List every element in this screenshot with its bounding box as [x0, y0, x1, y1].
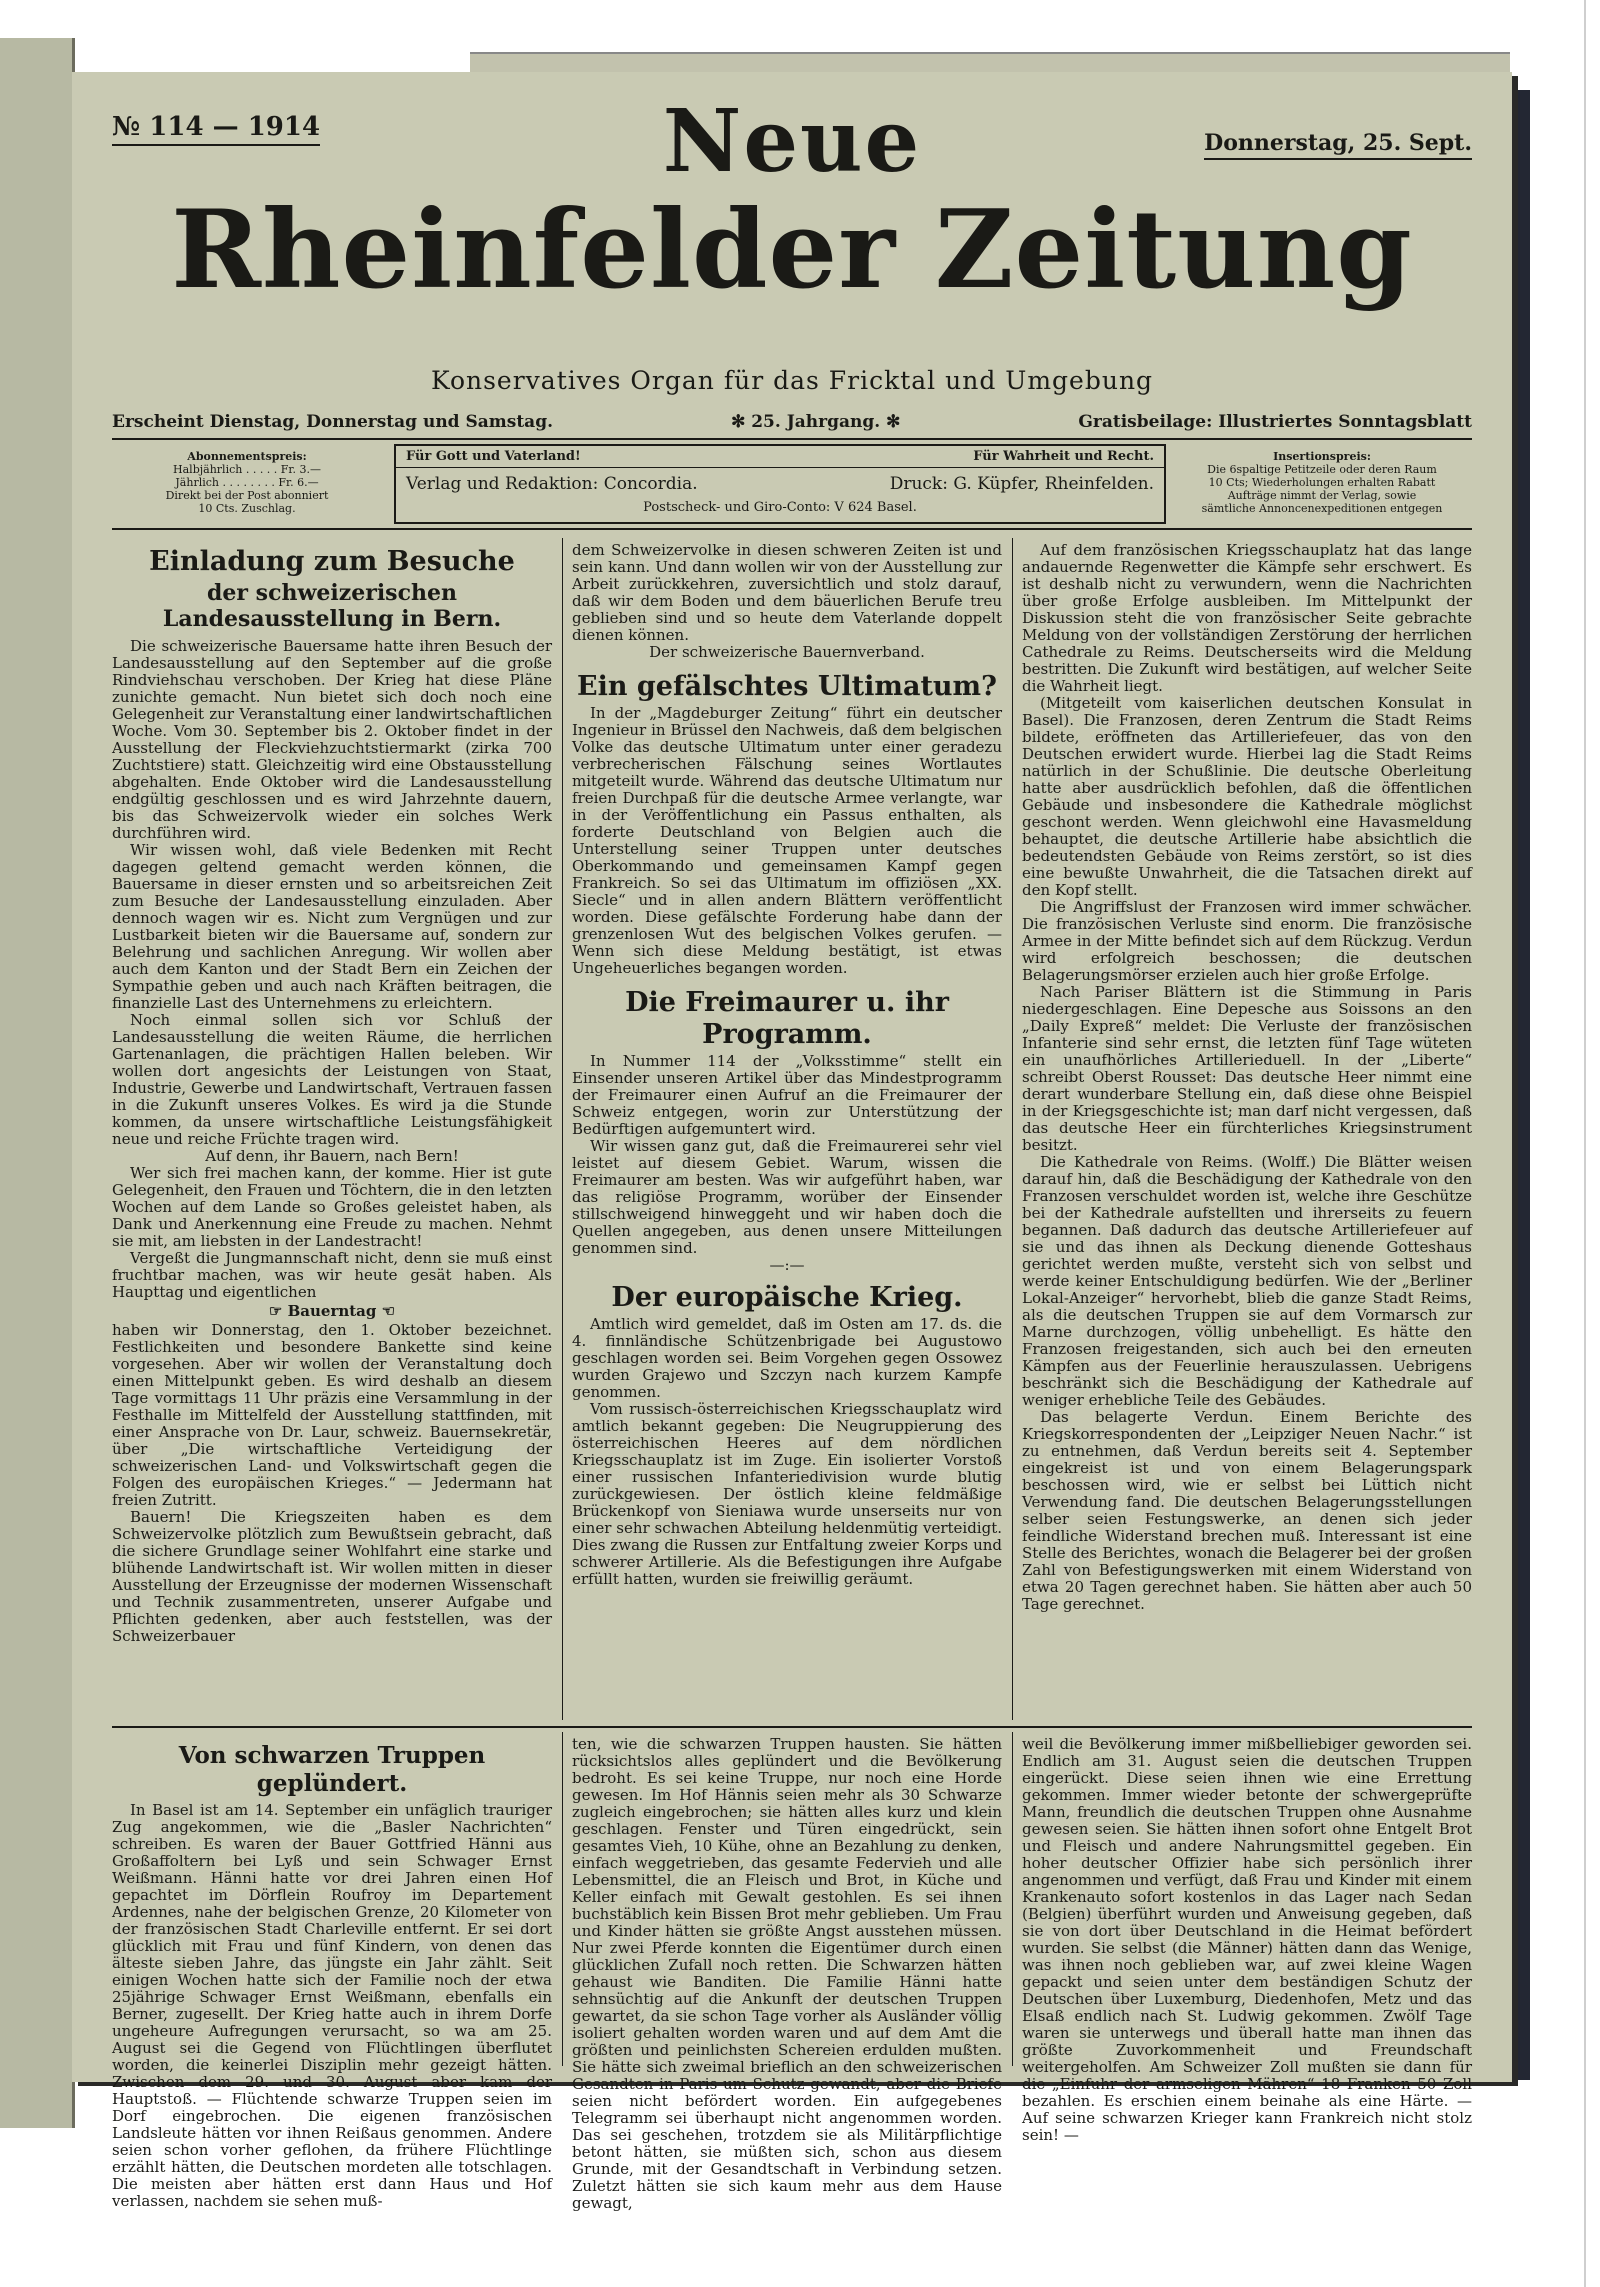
account: Postscheck- und Giro-Conto: V 624 Basel. — [643, 500, 917, 515]
column-divider — [1012, 1732, 1013, 2066]
appearance-days: Erscheint Dienstag, Donnerstag und Samstag. — [112, 412, 554, 432]
header-bottom-rule — [112, 528, 1472, 530]
masthead-rule — [112, 438, 1472, 440]
subscription-line: Jährlich . . . . . . . . Fr. 6.— — [175, 476, 319, 489]
paragraph: Die Angriffslust der Franzosen wird immer schwächer. Die französischen Verluste sind enorm. Die französische Armee in der Mitte befindet sich auf dem Rückzug. Verdun wird erfolgreich beschossen; die deutschen Belagerungsmörser erzielen auch hier große Erfolge. — [1022, 898, 1472, 984]
page-edge — [1584, 0, 1586, 2287]
article-2-headline: Ein gefälschtes Ultimatum? — [577, 671, 997, 702]
volume: ✻ 25. Jahrgang. ✻ — [731, 412, 901, 432]
ad-rates-line: Aufträge nimmt der Verlag, sowie — [1227, 489, 1417, 502]
bottom-headline: Von schwarzen Truppen geplündert. — [178, 1742, 486, 1797]
article-4-headline: Der europäische Krieg. — [611, 1282, 963, 1313]
paragraph: Noch einmal sollen sich vor Schluß der Landesausstellung die weiten Räume, die herrlichen Gartenanlagen, die prächtigen Hallen beleben. Wir wollen dort angesichts der Leistungen von Staat, Industrie, Gewerbe und Landwirtschaft, Vertrauen fassen in die Zukunft unseres Volkes. Es wird ja die Stunde kommen, da unsere wirtschaftliche Leistungsfähigkeit neue und reiche Früchte tragen wird. — [112, 1011, 552, 1148]
subscription-line: 10 Cts. Zuschlag. — [198, 502, 296, 515]
paragraph: Wir wissen ganz gut, daß die Freimaurerei sehr viel leistet auf diesem Gebiet. Warum, wissen die Freimaurer am besten. Was wir aufgeführt haben, war das religiöse Programm, worüber der Einsender stillschweigend hinweggeht und wir haben doch die Quellen angegeben, aus denen unsere Mitteilungen genommen sind. — [572, 1137, 1002, 1257]
paragraph: weil die Bevölkerung immer mißbelliebiger geworden sei. Endlich am 31. August seien die deutschen Truppen eingerückt. Diese seien ihnen wie eine Errettung gekommen. Immer wieder betonte der schwergeprüfte Mann, freundlich die deutschen Truppen ohne Ausnahme gewesen seien. Sie hätten ihnen sofort ohne Entgelt Brot und Fleisch und andere Nahrungsmittel gegeben. Ein hoher deutscher Offizier habe sich persönlich ihrer angenommen und verfügt, daß Frau und Kinder mit einem Krankenauto sofort kostenlos in das Lager nach Sedan (Belgien) überführt wurden und Anweisung gegeben, daß sie von dort über Deutschland in die Heimat befördert wurden. Sie selbst (die Männer) hätten dann das Wenige, was ihnen noch geblieben war, auf zwei kleine Wagen gepackt und seien unter dem beständigen Schutz der Deutschen über Luxemburg, Diedenhofen, Metz und das Elsaß endlich nach St. Ludwig gekommen. Zwölf Tage waren sie unterwegs und überall hatte man ihnen das größte Zuvorkommenheit und Freundschaft weitergeholfen. Am Schweizer Zoll mußten sie dann für die „Einfuhr der armseligen Mähren“ 18 Franken 50 Zoll bezahlen. Es erschien einem beinahe als eine Härte. — Auf seine schwarzen Krieger kann Frankreich nicht stolz sein! — — [1022, 1735, 1472, 2144]
column-divider — [1012, 538, 1013, 1720]
title-line-2: Rheinfelder Zeitung — [171, 187, 1413, 313]
subscription-box — [112, 450, 382, 515]
publisher: Verlag und Redaktion: Concordia. — [406, 474, 698, 494]
printer: Druck: G. Küpfer, Rheinfelden. — [889, 474, 1154, 494]
ad-rates-box — [1172, 450, 1472, 515]
paragraph: Vergeßt die Jungmannschaft nicht, denn sie muß einst fruchtbar machen, was wir heute gesät haben. Als Haupttag und eigentlichen — [112, 1249, 552, 1301]
ad-rates-line: Die 6spaltige Petitzeile oder deren Raum — [1207, 463, 1437, 476]
separator: —:— — [769, 1256, 805, 1274]
section-rule — [112, 1726, 1472, 1728]
paragraph: Wer sich frei machen kann, der komme. Hier ist gute Gelegenheit, den Frauen und Töchtern, die in den letzten Wochen auf dem Lande so Großes geleistet haben, als Dank und Anerkennung eine Freude zu machen. Nehmt sie mit, am liebsten in der Landestracht! — [112, 1164, 552, 1250]
subscription-line: Direkt bei der Post abonniert — [165, 489, 329, 502]
title-line-1: Neue — [662, 91, 922, 192]
motto-right: Für Wahrheit und Recht. — [973, 449, 1154, 464]
subscription-title: Abonnementspreis: — [187, 450, 307, 463]
newspaper-page — [72, 72, 1512, 2212]
publisher-band — [394, 444, 1166, 524]
paragraph: Vom russisch-österreichischen Kriegsschauplatz wird amtlich bekannt gegeben: Die Neugruppierung des österreichischen Heeres auf dem nördlichen Kriegsschauplatz ist im Zuge. Ein isolierter Vorstoß einer russischen Infanteriedivision wurde blutig zurückgewiesen. Der östlich kleine feldmäßige Brückenkopf von Sieniawa wurde unserseits nur von einer sehr schwachen Abteilung heldenmütig verteidigt. Dies zwang die Russen zur Entfaltung zweier Korps und schwerer Artillerie. Als die Befestigungen ihre Aufgabe erfüllt hatten, wurden sie freiwillig geräumt. — [572, 1400, 1002, 1588]
paragraph: Die Kathedrale von Reims. (Wolff.) Die Blätter weisen darauf hin, daß die Beschädigung der Kathedrale von den Franzosen verschuldet worden ist, welche ihre Geschütze bei der Kathedrale aufstellten und ihrerseits zu feuern begannen. Daß dadurch das deutsche Artilleriefeuer auf sie und das ihnen als Deckung dienende Gotteshaus gerichtet werden mußte, versteht sich von selbst und werde keiner Entschuldigung bedürfen. Wie der „Berliner Lokal-Anzeiger“ hervorhebt, blieb die ganze Stadt Reims, als die deutschen Truppen sie auf dem Vormarsch zur Marne durchzogen, völlig unbehelligt. Es hätte den Franzosen freigestanden, sich auch bei den erneuten Kämpfen aus der Feuerlinie herauszulassen. Uebrigens beschränkt sich die Beschädigung der Kathedrale auf weniger erhebliche Teile des Gebäudes. — [1022, 1153, 1472, 1409]
subtitle: Konservatives Organ für das Fricktal und Umgebung — [430, 366, 1154, 395]
bauerntag-heading: ☞ Bauerntag ☜ — [268, 1302, 396, 1320]
paragraph: In Basel ist am 14. September ein unfäglich trauriger Zug angekommen, wie die „Basler Nachrichten“ schreiben. Es waren der Bauer Gottfried Hänni aus Großaffoltern bei Lyß und sein Schwager Ernst Weißmann. Hänni hatte vor drei Jahren einen Hof gepachtet im Dörflein Roufroy im Departement Ardennes, nahe der belgischen Grenze, 20 Kilometer von der französischen Stadt Charleville entfernt. Er sei dort glücklich mit Frau und fünf Kindern, von denen das älteste sieben Jahre, das jüngste ein Jahr zählt. Seit einigen Wochen hatte sich der Familie noch der etwa 25jährige Schwager Ernst Weißmann, ebenfalls ein Berner, zugesellt. Der Krieg hatte auch in ihrem Dorfe ungeheure Aufregungen verursacht, so wa am 25. August sei die Gegend von Flüchtlingen überflutet worden, die keinerlei Disziplin mehr gezeigt hätten. Zwischen dem 29. und 30. August aber kam der Hauptstoß. — Flüchtende schwarze Truppen seien im Dorf eingebrochen. Die eigenen französischen Landsleute hätten vor ihnen Reißaus genommen. Andere seien schon vorher geflohen, da frühere Flüchtlinge erzählt hätten, die Deutschen mordeten alle totschlagen. Die meisten aber hätten erst dann Haus und Hof verlassen, nachdem sie sehen muß- — [112, 1801, 552, 2210]
paragraph: In Nummer 114 der „Volksstimme“ stellt ein Einsender unseren Artikel über das Mindestprogramm der Freimaurer einen Aufruf an die Freimaurer der Schweiz entgegen, worin zur Unterstützung der Bedürftigen aufgemuntert wird. — [572, 1052, 1002, 1138]
paragraph: Amtlich wird gemeldet, daß im Osten am 17. ds. die 4. finnländische Schützenbrigade bei Augustowo geschlagen worden sei. Beim Vorgehen gegen Ossowez wurden Grajewo und Szczyn nach kurzem Kampfe genommen. — [572, 1315, 1002, 1401]
article-3-headline: Die Freimaurer u. ihr Programm. — [625, 987, 949, 1050]
paragraph: Das belagerte Verdun. Einem Berichte des Kriegskorrespondenten der „Leipziger Neuen Nachr.“ ist zu entnehmen, daß Verdun bereits seit 4. September eingekreist ist und von einem Belagerungspark beschossen wird, wie er selbst bei Lüttich nicht Verwendung fand. Die deutschen Belagerungsstellungen selber seien Festungswerke, an denen sich jeder feindliche Widerstand brechen muß. Interessant ist eine Stelle des Berichtes, wonach die Belagerer bei der großen Zahl von Befestigungswerken mit einem Widerstand von etwa 20 Tagen gerechnet haben. Sie hätten aber auch 50 Tage gerechnet. — [1022, 1408, 1472, 1613]
ad-rates-line: sämtliche Annoncenexpeditionen entgegen — [1201, 502, 1443, 515]
column-1 — [112, 542, 552, 1720]
bottom-column-3 — [1022, 1735, 1472, 2144]
paragraph: haben wir Donnerstag, den 1. Oktober bezeichnet. Festlichkeiten und besondere Bankette sind keine vorgesehen. Aber wir wollen der Veranstaltung doch einen Mittelpunkt geben. Es wird deshalb an diesem Tage vormittags 11 Uhr präzis eine Versammlung in der Festhalle im Mittelfeld der Ausstellung stattfinden, mit einer Ansprache von Dr. Laur, schweiz. Bauernsekretär, über „Die wirtschaftliche Verteidigung der schweizerischen Land- und Volkswirtschaft gegen die Folgen des europäischen Krieges.“ — Jedermann hat freien Zutritt. — [112, 1321, 552, 1509]
column-3 — [1022, 542, 1472, 1720]
signature: Der schweizerische Bauernverband. — [649, 643, 925, 661]
paragraph: Auf dem französischen Kriegsschauplatz hat das lange andauernde Regenwetter die Kämpfe sehr erschwert. Es ist deshalb nicht zu verwundern, wenn die Nachrichten über große Erfolge ausbleiben. Im Mittelpunkt der Diskussion steht die von französischer Seite gebrachte Meldung von der vollständigen Zerstörung der herrlichen Cathedrale zu Reims. Deutscherseits wird die Meldung bestritten. Die Zukunft wird bestätigen, auf welcher Seite die Wahrheit liegt. — [1022, 541, 1472, 695]
paragraph: Bauern! Die Kriegszeiten haben es dem Schweizervolke plötzlich zum Bewußtsein gebracht, daß die sichere Grundlage seiner Wohlfahrt eine starke und blühende Landwirtschaft ist. Wir wollen mitten in dieser Ausstellung der Erzeugnisse der modernen Wissenschaft und Technik zusammentreten, unserer Aufgabe und Pflichten gedenken, aber auch feststellen, was der Schweizerbauer — [112, 1508, 552, 1645]
previous-page-edge — [0, 38, 75, 2128]
motto-left: Für Gott und Vaterland! — [406, 449, 581, 464]
paragraph: (Mitgeteilt vom kaiserlichen deutschen Konsulat in Basel). Die Franzosen, deren Zentrum die Stadt Reims bildete, eröffneten das Artilleriefeuer, das von den Deutschen erwidert wurde. Hierbei lag die Stadt Reims natürlich in der Schußlinie. Die deutsche Oberleitung hatte aber ausdrücklich befohlen, daß die öffentlichen Gebäude und insbesondere die Kathedrale möglichst geschont werden. Wenn gleichwohl eine Havasmeldung behauptet, die deutsche Artillerie habe absichtlich die bedeutendsten Gebäude von Reims zerstört, so ist dies eine bewußte Unwahrheit, die die Tatsachen direkt auf den Kopf stellt. — [1022, 694, 1472, 899]
subscription-line: Halbjährlich . . . . . Fr. 3.— — [173, 463, 321, 476]
column-divider — [562, 1732, 563, 2066]
paragraph: Auf denn, ihr Bauern, nach Bern! — [205, 1147, 459, 1165]
paragraph: Wir wissen wohl, daß viele Bedenken mit Recht dagegen geltend gemacht werden können, die Bauersame in dieser ernsten und so arbeitsreichen Zeit zum Besuche der Landesausstellung einzuladen. Aber dennoch wagen wir es. Nicht zum Vergnügen und zur Lustbarkeit bieten wir die Bauersame auf, sondern zur Belehrung und sachlichen Anregung. Wir wollen aber auch dem Kanton und der Stadt Bern ein Zeichen der Sympathie geben und auch nach Kräften beitragen, die finanzielle Last des Unternehmens zu erleichtern. — [112, 841, 552, 1012]
paragraph: Nach Pariser Blättern ist die Stimmung in Paris niedergeschlagen. Eine Depesche aus Soissons an den „Daily Expreß“ meldet: Die Verluste der französischen Infanterie sind sehr ernst, die letzten fünf Tage wüteten ein unaufhörliches Artillerieduell. In der „Liberte“ schreibt Oberst Rousset: Das deutsche Heer nimmt eine derart wunderbare Stellung ein, daß diese ohne Beispiel in der Kriegsgeschichte ist; man darf nicht vergessen, daß das deutsche Heer ein fürchterliches Kriegsinstrument besitzt. — [1022, 983, 1472, 1154]
paragraph: ten, wie die schwarzen Truppen hausten. Sie hätten rücksichtslos alles geplündert und die Bevölkerung bedroht. Es sei keine Truppe, nur noch eine Horde gewesen. Im Hof Hännis seien mehr als 30 Schwarze zugleich eingebrochen; sie hätten alles kurz und klein geschlagen. Fenster und Türen eingedrückt, sein gesamtes Vieh, 10 Kühe, ohne an Bezahlung zu denken, einfach weggetrieben, das gesamte Federvieh und alle Lebensmittel, die an Fleisch und Brot, in Küche und Keller einfach mit Gewalt gestohlen. Es sei ihnen buchstäblich kein Bissen Brot mehr geblieben. Um Frau und Kinder hätten sie größte Angst ausstehen müssen. Nur zwei Pferde konnten die Eigentümer durch einen glücklichen Zufall noch retten. Die Schwarzen hätten gehaust wie Banditen. Die Familie Hänni hatte sehnsüchtig auf die Ankunft der deutschen Truppen gewartet, da sie schon Tage vorher als Ausländer völlig isoliert gehalten worden waren und auf dem Amt die größten und peinlichsten Schereien erdulden mußten. Sie hätte sich zweimal brieflich an den schweizerischen Gesandten in Paris um Schutz gewandt, aber die Briefe seien nicht befördert worden. Ein aufgegebenes Telegramm sei überhaupt nicht angenommen worden. Das sei geschehen, trotzdem sie als Militärpflichtige betont hätten, sie müßten sich, schon aus diesem Grunde, mit der Gesandtschaft in Verbindung setzen. Zuletzt hätten sie sich kaum mehr aus dem Hause gewagt, — [572, 1735, 1002, 2212]
paragraph: Die schweizerische Bauersame hatte ihren Besuch der Landesausstellung auf den September auf die große Rindviehschau verschoben. Der Krieg hat diese Pläne zunichte gemacht. Nun bietet sich doch noch eine Gelegenheit zur Veranstaltung einer landwirtschaftlichen Woche. Vom 30. September bis 2. Oktober findet in der Ausstellung der Fleckviehzuchtstiermarkt (zirka 700 Zuchtstiere) statt. Gleichzeitig wird eine Obstausstellung abgehalten. Ende Oktober wird die Landesausstellung endgültig geschlossen und es wird Jahrzehnte dauern, bis das Schweizervolk wieder ein solches Werk durchführen wird. — [112, 637, 552, 842]
issue-date: Donnerstag, 25. Sept. — [1204, 130, 1472, 160]
bottom-column-2 — [572, 1735, 1002, 2212]
ad-rates-line: 10 Cts; Wiederholungen erhalten Rabatt — [1208, 476, 1436, 489]
article-1-headline: Einladung zum Besuche — [149, 546, 515, 577]
column-divider — [562, 538, 563, 1720]
paragraph: In der „Magdeburger Zeitung“ führt ein deutscher Ingenieur in Brüssel den Nachweis, daß dem belgischen Volke das deutsche Ultimatum unter einer geradezu verbrecherischen Fälschung seines Wortlautes mitgeteilt wurde. Während das deutsche Ultimatum nur freien Durchpaß für die deutsche Armee verlangte, war in der Veröffentlichung ein Passus enthalten, als forderte Deutschland von Belgien auch die Unterstellung seiner Truppen unter deutsches Oberkommando und gemeinsamen Kampf gegen Frankreich. So sei das Ultimatum im offiziösen „XX. Siecle“ und in allen andern Blättern veröffentlicht worden. Diese gefälschte Forderung habe dann der grenzenlosen Wut des belgischen Volkes gerufen. — Wenn sich diese Meldung bestätigt, ist etwas Ungeheuerliches begangen worden. — [572, 704, 1002, 977]
article-1-subhead: der schweizerischen Landesausstellung in Bern. — [162, 580, 502, 632]
binding-spine — [1512, 90, 1530, 2080]
bottom-column-1 — [112, 1736, 552, 2210]
info-bar — [112, 412, 1472, 432]
issue-number: № 114 — 1914 — [112, 112, 320, 146]
ad-rates-title: Insertionspreis: — [1273, 450, 1371, 463]
paragraph: dem Schweizervolke in diesen schweren Zeiten ist und sein kann. Und dann wollen wir von der Ausstellung zur Arbeit zurückkehren, zuversichtlich und stolz darauf, daß wir dem Boden und dem bäuerlichen Berufe treu geblieben sind und so heute dem Vaterlande doppelt dienen können. — [572, 541, 1002, 644]
column-2 — [572, 542, 1002, 1720]
supplement: Gratisbeilage: Illustriertes Sonntagsblatt — [1078, 412, 1472, 432]
